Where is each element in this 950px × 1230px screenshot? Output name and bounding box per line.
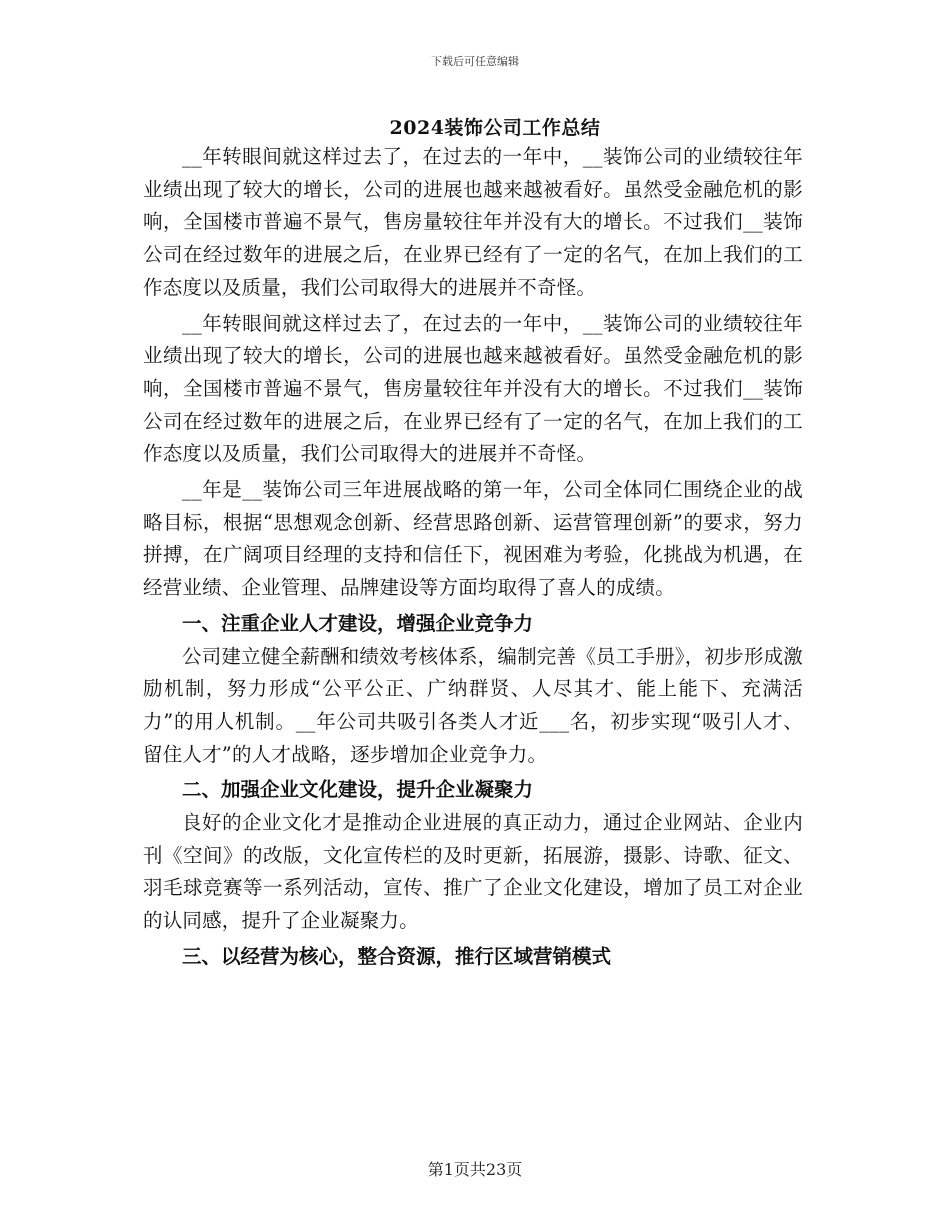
paragraph-1: __年转眼间就这样过去了，在过去的一年中，__装饰公司的业绩较往年业绩出现了较大的增长，公司的进展也越来越被看好。虽然受金融危机的影响，全国楼市普遍不景气，售房量较往年并没有大的增长。不过我们__装饰公司在经过数年的进展之后，在业界已经有了一定的名气，在加上我们的工作态度以及质量，我们公司取得大的进展并不奇怪。 (143, 145, 803, 299)
document-title: 2024装饰公司工作总结 (389, 117, 601, 139)
section-3-heading: 三、以经营为核心，整合资源，推行区域营销模式 (182, 944, 612, 968)
document-body (143, 141, 803, 974)
paragraph-3: __年是__装饰公司三年进展战略的第一年，公司全体同仁围绕企业的战略目标，根据“思想观念创新、经营思路创新、运营管理创新”的要求，努力拼搏，在广阔项目经理的支持和信任下，视困难为考验，化挑战为机遇，在经营业绩、企业管理、品牌建设等方面均取得了喜人的成绩。 (143, 478, 803, 600)
section-1-heading: 一、注重企业人才建设，增强企业竞争力 (182, 611, 534, 635)
section-2-heading: 二、加强企业文化建设，提升企业凝聚力 (182, 778, 534, 802)
page-footer-number: 第1页共23页 (427, 1160, 523, 1179)
paragraph-2: __年转眼间就这样过去了，在过去的一年中，__装饰公司的业绩较往年业绩出现了较大的增长，公司的进展也越来越被看好。虽然受金融危机的影响，全国楼市普遍不景气，售房量较往年并没有大的增长。不过我们__装饰公司在经过数年的进展之后，在业界已经有了一定的名气，在加上我们的工作态度以及质量，我们公司取得大的进展并不奇怪。 (143, 311, 803, 466)
page-header-note: 下载后可任意编辑 (431, 55, 519, 68)
section-2-text: 良好的企业文化才是推动企业进展的真正动力，通过企业网站、企业内刊《空间》的改版，文化宣传栏的及时更新，拓展游，摄影、诗歌、征文、羽毛球竞赛等一系列活动，宣传、推广了企业文化建设，增加了员工对企业的认同感，提升了企业凝聚力。 (143, 811, 803, 933)
section-1-text: 公司建立健全薪酬和绩效考核体系，编制完善《员工手册》，初步形成激励机制，努力形成“公平公正、广纳群贤、人尽其才、能上能下、充满活力”的用人机制。__年公司共吸引各类人才近___名，初步实现“吸引人才、留住人才”的人才战略，逐步增加企业竞争力。 (143, 644, 803, 766)
